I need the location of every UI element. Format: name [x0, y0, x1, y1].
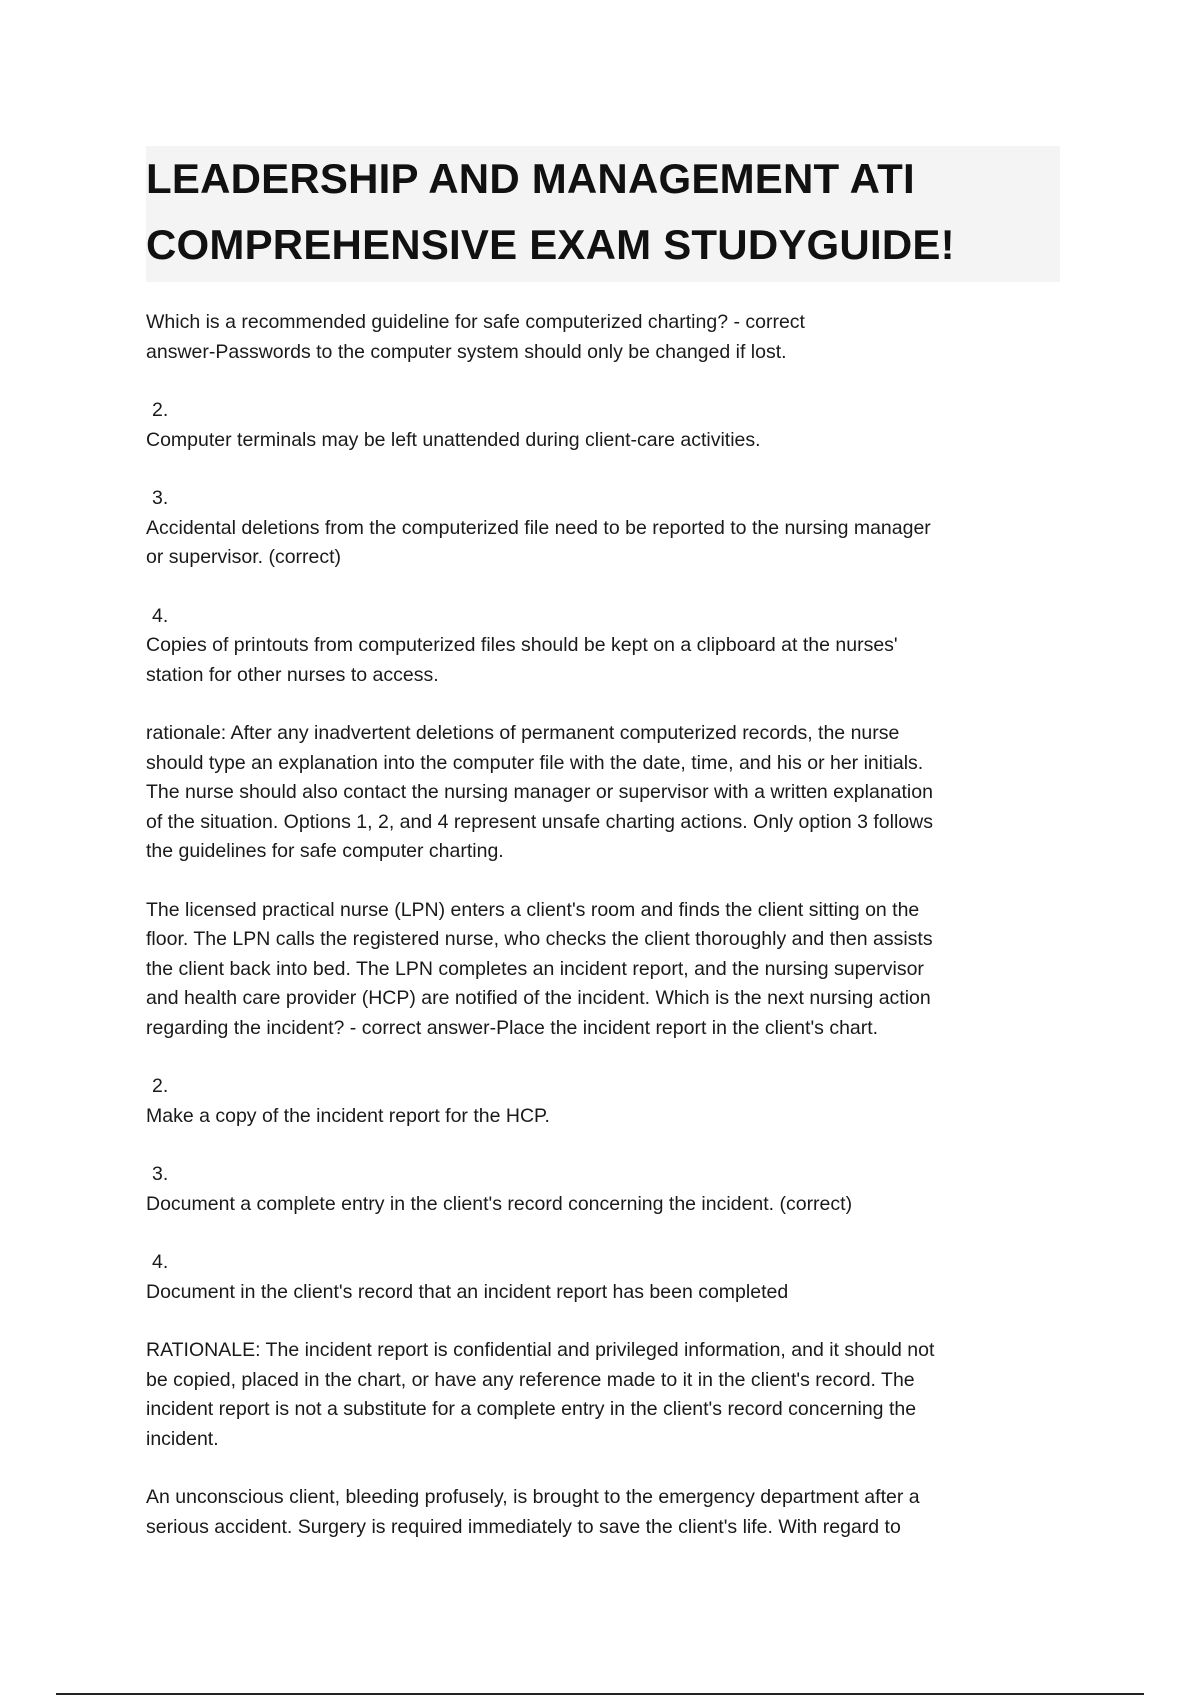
title-line-1: LEADERSHIP AND MANAGEMENT ATI — [146, 155, 915, 202]
option-text: Document a complete entry in the client's record concerning the incident. (correct) — [146, 1192, 853, 1215]
option-number: 3. — [152, 487, 169, 509]
q2-option-2 — [146, 1072, 1066, 1131]
q1-option-4 — [146, 602, 1066, 691]
q1-option-3 — [146, 484, 1066, 573]
question-2-line: floor. The LPN calls the registered nurse, who checks the client thoroughly and then assists — [146, 928, 933, 950]
question-2 — [146, 896, 1066, 1044]
option-text: Copies of printouts from computerized files should be kept on a clipboard at the nurses' — [146, 634, 898, 656]
rationale-line: of the situation. Options 1, 2, and 4 represent unsafe charting actions. Only option 3 follows — [146, 810, 933, 833]
q2-option-3 — [146, 1160, 1066, 1219]
option-number: 4. — [152, 604, 169, 627]
option-number: 2. — [152, 1075, 169, 1097]
rationale-line: the guidelines for safe computer charting. — [146, 840, 504, 862]
question-3 — [146, 1483, 1066, 1542]
question-1-line-2: answer-Passwords to the computer system should only be changed if lost. — [146, 340, 787, 363]
q1-option-2 — [146, 396, 1066, 455]
rationale-line: The nurse should also contact the nursing manager or supervisor with a written explanation — [146, 781, 933, 803]
rationale-line: be copied, placed in the chart, or have any reference made to it in the client's record. The — [146, 1368, 915, 1391]
option-number: 3. — [152, 1163, 169, 1185]
question-2-line: regarding the incident? - correct answer-Place the incident report in the client's chart. — [146, 1016, 879, 1039]
question-2-line: and health care provider (HCP) are notified of the incident. Which is the next nursing action — [146, 987, 931, 1009]
q2-rationale — [146, 1336, 1066, 1454]
rationale-line: incident report is not a substitute for a complete entry in the client's record concerning the — [146, 1398, 917, 1420]
question-2-line: The licensed practical nurse (LPN) enters a client's room and finds the client sitting on the — [146, 898, 920, 921]
q2-option-4 — [146, 1248, 1066, 1307]
question-2-line: the client back into bed. The LPN completes an incident report, and the nursing supervisor — [146, 957, 924, 980]
option-text: Accidental deletions from the computerized file need to be reported to the nursing manager — [146, 516, 931, 539]
option-text: Computer terminals may be left unattended during client-care activities. — [146, 428, 761, 451]
option-text: or supervisor. (correct) — [146, 546, 342, 568]
title-block — [146, 146, 1060, 282]
document-body — [146, 308, 1066, 1571]
question-1-line-1: Which is a recommended guideline for safe computerized charting? - correct — [146, 311, 805, 333]
option-text: Make a copy of the incident report for the HCP. — [146, 1104, 550, 1127]
option-number: 2. — [152, 399, 169, 421]
question-3-line: An unconscious client, bleeding profusely, is brought to the emergency department after a — [146, 1486, 920, 1508]
footer-divider — [56, 1693, 1144, 1695]
option-text: station for other nurses to access. — [146, 663, 439, 686]
title-line-2: COMPREHENSIVE EXAM STUDYGUIDE! — [146, 221, 955, 268]
option-number: 4. — [152, 1251, 169, 1273]
rationale-line: incident. — [146, 1427, 219, 1450]
option-text: Document in the client's record that an incident report has been completed — [146, 1280, 789, 1303]
question-3-line: serious accident. Surgery is required immediately to save the client's life. With regard to — [146, 1515, 901, 1538]
rationale-line: RATIONALE: The incident report is confidential and privileged information, and it should not — [146, 1339, 935, 1361]
rationale-line: rationale: After any inadvertent deletions of permanent computerized records, the nurse — [146, 722, 900, 744]
q1-rationale — [146, 719, 1066, 867]
question-1 — [146, 308, 1066, 367]
document-title — [146, 146, 1060, 278]
rationale-line: should type an explanation into the computer file with the date, time, and his or her initials. — [146, 751, 924, 774]
